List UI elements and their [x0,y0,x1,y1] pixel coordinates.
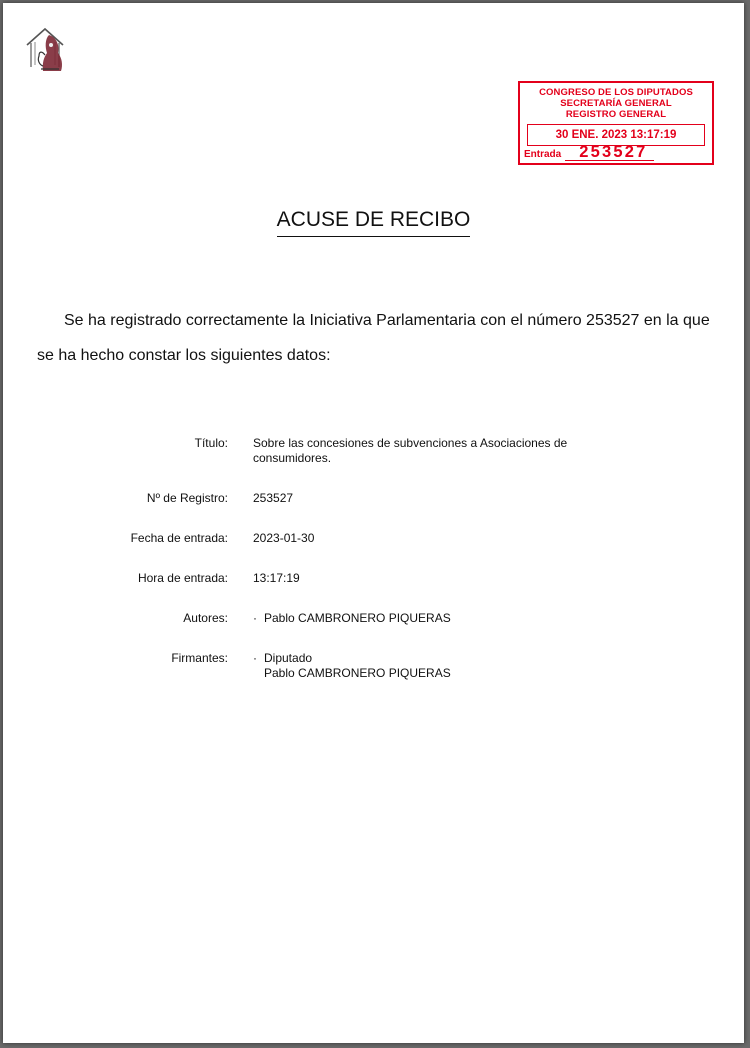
field-value-firmantes-line2: Pablo CAMBRONERO PIQUERAS [264,666,451,680]
field-label-autores: Autores: [183,611,228,625]
field-value-hora: 13:17:19 [253,571,300,585]
field-label-titulo: Título: [194,436,228,450]
stamp-date: 30 ENE. 2023 13:17:19 [527,124,705,146]
document-title-wrap [3,208,744,237]
field-value-autores: Pablo CAMBRONERO PIQUERAS [264,611,451,625]
stamp-line-congreso: CONGRESO DE LOS DIPUTADOS [539,87,693,98]
field-value-firmantes-line1: Diputado [264,651,313,665]
field-label-registro: Nº de Registro: [146,491,228,505]
field-value-fecha: 2023-01-30 [253,531,315,545]
field-bullet-firmantes: · [253,651,257,665]
field-label-fecha: Fecha de entrada: [130,531,228,545]
field-value-titulo-line2: consumidores. [253,451,332,465]
document-title: ACUSE DE RECIBO [277,208,471,237]
stamp-line-secretaria: SECRETARÍA GENERAL [560,98,672,109]
field-label-hora: Hora de entrada: [137,571,228,585]
field-bullet-autores: · [253,611,257,625]
intro-paragraph: Se ha registrado correctamente la Iniciativa Parlamentaria con el número 253527 en la que se ha hecho constar los siguientes datos: [37,312,710,364]
stamp-entry-label: Entrada [524,149,562,160]
field-label-firmantes: Firmantes: [171,651,228,665]
document-page [3,3,744,1043]
field-value-titulo-line1: Sobre las concesiones de subvenciones a Asociaciones de [253,436,568,450]
field-value-registro: 253527 [253,491,294,505]
stamp-entry-number: 253527 [565,144,653,161]
stamp-entry [524,144,654,161]
stamp-line-registro: REGISTRO GENERAL [565,109,667,120]
registry-stamp [518,81,714,165]
congreso-lion-emblem-icon [23,25,69,75]
